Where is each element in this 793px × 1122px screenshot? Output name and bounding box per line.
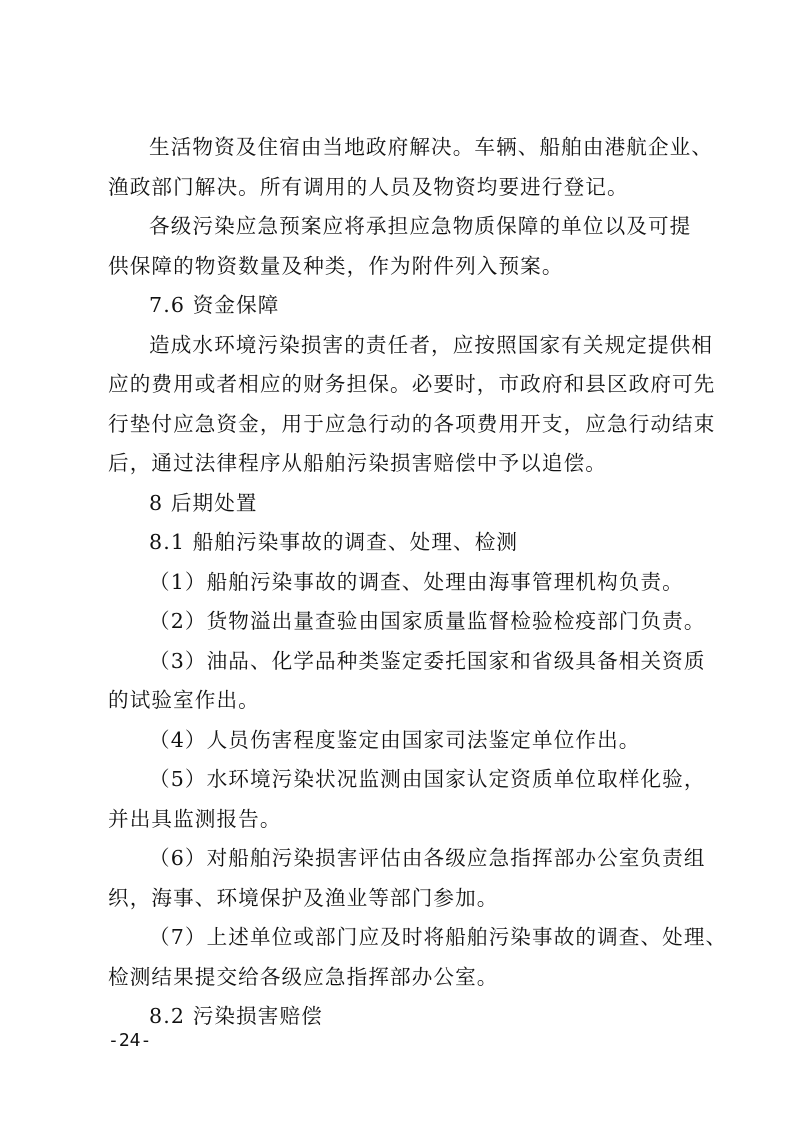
list-item-continuation: 检测结果提交给各级应急指挥部办公室。 — [108, 964, 499, 989]
paragraph-line: 各级污染应急预案应将承担应急物质保障的单位以及可提 — [149, 214, 692, 238]
paragraph-line: 应的费用或者相应的财务担保。必要时，市政府和县区政府可先 — [108, 372, 716, 396]
list-item: （6）对船舶污染损害评估由各级应急指挥部办公室负责组 — [149, 846, 706, 870]
document-body — [108, 128, 728, 1037]
list-item: （7）上述单位或部门应及时将船舶污染事故的调查、处理、 — [149, 925, 728, 949]
page-number: -24- — [108, 1030, 152, 1051]
paragraph-line: 后，通过法律程序从船舶污染损害赔偿中予以追偿。 — [108, 451, 607, 475]
paragraph-line: 渔政部门解决。所有调用的人员及物资均要进行登记。 — [108, 174, 629, 199]
section-heading: 7.6 资金保障 — [149, 293, 280, 317]
section-heading: 8 后期处置 — [149, 490, 258, 515]
subsection-heading: 8.1 船舶污染事故的调查、处理、检测 — [149, 530, 519, 554]
paragraph-line: 生活物资及住宿由当地政府解决。车辆、船舶由港航企业、 — [149, 135, 714, 159]
list-item: （1）船舶污染事故的调查、处理由海事管理机构负责。 — [149, 569, 684, 594]
list-item: （2）货物溢出量查验由国家质量监督检验检疫部门负责。 — [149, 609, 706, 633]
paragraph-line: 供保障的物资数量及种类，作为附件列入预案。 — [108, 253, 564, 278]
list-item-continuation: 织，海事、环境保护及渔业等部门参加。 — [108, 885, 499, 910]
list-item: （5）水环境污染状况监测由国家认定资质单位取样化验， — [149, 767, 706, 791]
paragraph-line: 造成水环境污染损害的责任者，应按照国家有关规定提供相 — [149, 332, 714, 357]
paragraph-line: 行垫付应急资金，用于应急行动的各项费用开支，应急行动结束 — [108, 411, 716, 436]
list-item-continuation: 的试验室作出。 — [108, 688, 260, 712]
list-item: （4）人员伤害程度鉴定由国家司法鉴定单位作出。 — [149, 727, 641, 752]
list-item-continuation: 并出具监测报告。 — [108, 806, 282, 831]
subsection-heading: 8.2 污染损害赔偿 — [149, 1004, 323, 1028]
list-item: （3）油品、化学品种类鉴定委托国家和省级具备相关资质 — [149, 648, 706, 673]
